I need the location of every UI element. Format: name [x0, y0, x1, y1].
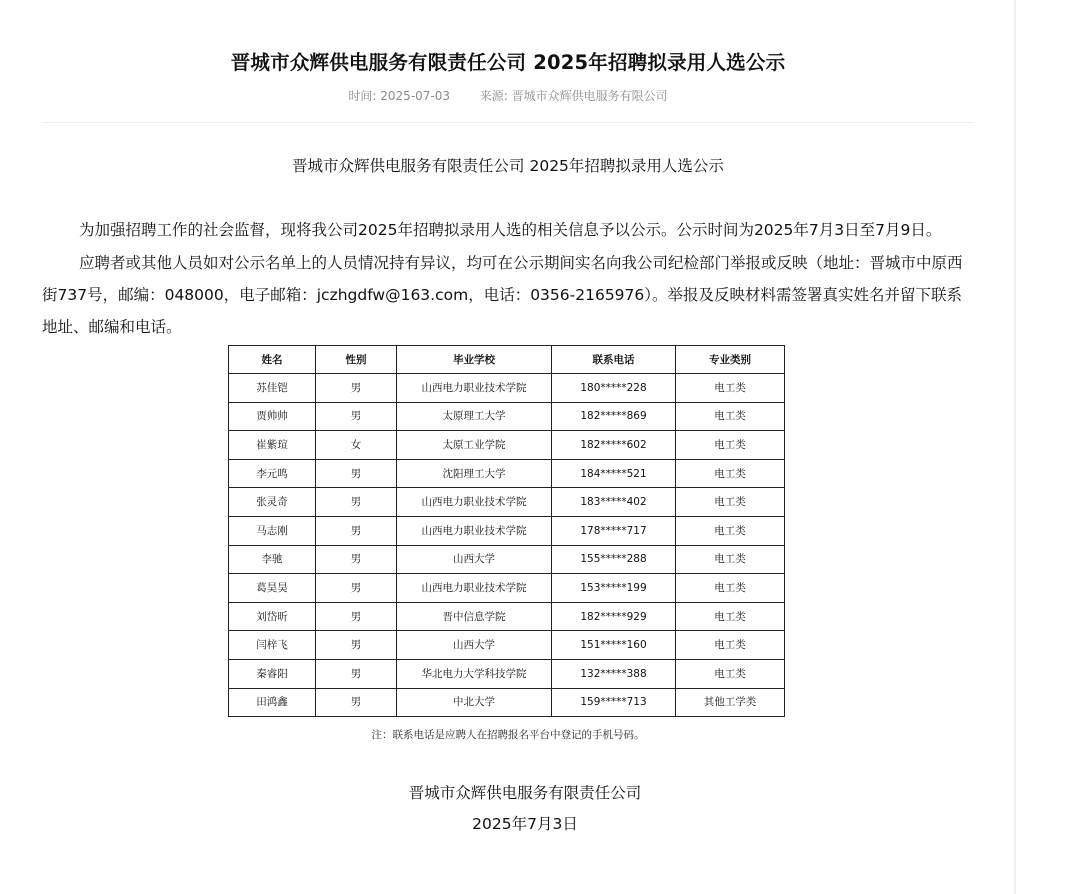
- cell-major: 电工类: [676, 631, 785, 660]
- cell-name: 刘岱昕: [229, 602, 316, 631]
- cell-name: 李驰: [229, 545, 316, 574]
- cell-gender: 男: [316, 374, 397, 403]
- article-meta: [42, 88, 974, 104]
- cell-major: 电工类: [676, 459, 785, 488]
- cell-gender: 男: [316, 659, 397, 688]
- header-phone: 联系电话: [552, 346, 676, 374]
- cell-school: 山西电力职业技术学院: [397, 574, 552, 603]
- cell-name: 闫梓飞: [229, 631, 316, 660]
- cell-gender: 女: [316, 431, 397, 460]
- cell-name: 葛昊昊: [229, 574, 316, 603]
- table-row: [229, 545, 785, 574]
- cell-major: 电工类: [676, 374, 785, 403]
- cell-school: 山西电力职业技术学院: [397, 374, 552, 403]
- table-row: [229, 374, 785, 403]
- cell-name: 秦睿阳: [229, 659, 316, 688]
- source-value: 晋城市众辉供电服务有限公司: [511, 89, 668, 103]
- cell-school: 中北大学: [397, 688, 552, 717]
- table-body: [229, 374, 785, 717]
- cell-major: 其他工学类: [676, 688, 785, 717]
- cell-name: 李元鸣: [229, 459, 316, 488]
- cell-major: 电工类: [676, 402, 785, 431]
- table-row: [229, 659, 785, 688]
- cell-phone: 182*****602: [552, 431, 676, 460]
- cell-school: 沈阳理工大学: [397, 459, 552, 488]
- cell-phone: 151*****160: [552, 631, 676, 660]
- cell-gender: 男: [316, 574, 397, 603]
- cell-gender: 男: [316, 688, 397, 717]
- table-row: [229, 602, 785, 631]
- header-major: 专业类别: [676, 346, 785, 374]
- cell-gender: 男: [316, 402, 397, 431]
- cell-phone: 182*****869: [552, 402, 676, 431]
- paragraph-objection-contact: 应聘者或其他人员如对公示名单上的人员情况持有异议，均可在公示期间实名向我公司纪检部门举报或反映（地址：晋城市中原西街737号，邮编：048000，电子邮箱：jczhgdfw@163.com，电话：0356-2165976）。举报及反映材料需签署真实姓名并留下联系地址、邮编和电话。: [42, 254, 963, 336]
- cell-phone: 183*****402: [552, 488, 676, 517]
- cell-phone: 159*****713: [552, 688, 676, 717]
- cell-phone: 132*****388: [552, 659, 676, 688]
- cell-school: 华北电力大学科技学院: [397, 659, 552, 688]
- table-row: [229, 488, 785, 517]
- cell-school: 晋中信息学院: [397, 602, 552, 631]
- cell-phone: 184*****521: [552, 459, 676, 488]
- cell-school: 太原工业学院: [397, 431, 552, 460]
- article-subtitle: 晋城市众辉供电服务有限责任公司 2025年招聘拟录用人选公示: [292, 157, 724, 175]
- header-school: 毕业学校: [397, 346, 552, 374]
- cell-gender: 男: [316, 459, 397, 488]
- cell-school: 太原理工大学: [397, 402, 552, 431]
- cell-gender: 男: [316, 488, 397, 517]
- table-row: [229, 516, 785, 545]
- cell-school: 山西电力职业技术学院: [397, 488, 552, 517]
- cell-name: 张灵奇: [229, 488, 316, 517]
- right-rail: [1014, 0, 1016, 894]
- table-row: [229, 459, 785, 488]
- cell-major: 电工类: [676, 431, 785, 460]
- cell-phone: 182*****929: [552, 602, 676, 631]
- header-gender: 性别: [316, 346, 397, 374]
- cell-phone: 155*****288: [552, 545, 676, 574]
- time-label: 时间:: [348, 89, 377, 103]
- table-header-row: [229, 346, 785, 374]
- cell-phone: 180*****228: [552, 374, 676, 403]
- table-row: [229, 431, 785, 460]
- cell-gender: 男: [316, 602, 397, 631]
- cell-gender: 男: [316, 545, 397, 574]
- cell-school: 山西大学: [397, 545, 552, 574]
- source-label: 来源:: [479, 89, 508, 103]
- table-row: [229, 688, 785, 717]
- table-note: 注：联系电话是应聘人在招聘报名平台中登记的手机号码。: [371, 729, 645, 741]
- cell-major: 电工类: [676, 659, 785, 688]
- cell-name: 苏佳铠: [229, 374, 316, 403]
- cell-school: 山西大学: [397, 631, 552, 660]
- cell-phone: 153*****199: [552, 574, 676, 603]
- page-title: 晋城市众辉供电服务有限责任公司 2025年招聘拟录用人选公示: [230, 51, 786, 74]
- candidate-table: [228, 345, 785, 717]
- cell-gender: 男: [316, 631, 397, 660]
- cell-gender: 男: [316, 516, 397, 545]
- header-name: 姓名: [229, 346, 316, 374]
- signoff-company: 晋城市众辉供电服务有限责任公司: [408, 784, 642, 802]
- table-row: [229, 402, 785, 431]
- cell-name: 崔紫瑄: [229, 431, 316, 460]
- cell-school: 山西电力职业技术学院: [397, 516, 552, 545]
- cell-major: 电工类: [676, 516, 785, 545]
- divider: [42, 122, 974, 123]
- cell-name: 贾帅帅: [229, 402, 316, 431]
- cell-name: 马志刚: [229, 516, 316, 545]
- cell-major: 电工类: [676, 545, 785, 574]
- signoff-date: 2025年7月3日: [472, 815, 578, 833]
- table-row: [229, 574, 785, 603]
- time-value: 2025-07-03: [380, 89, 451, 103]
- cell-major: 电工类: [676, 488, 785, 517]
- cell-major: 电工类: [676, 602, 785, 631]
- cell-name: 田鸿鑫: [229, 688, 316, 717]
- cell-major: 电工类: [676, 574, 785, 603]
- cell-phone: 178*****717: [552, 516, 676, 545]
- table-row: [229, 631, 785, 660]
- paragraph-notice-period: 为加强招聘工作的社会监督，现将我公司2025年招聘拟录用人选的相关信息予以公示。公示时间为2025年7月3日至7月9日。: [79, 221, 942, 239]
